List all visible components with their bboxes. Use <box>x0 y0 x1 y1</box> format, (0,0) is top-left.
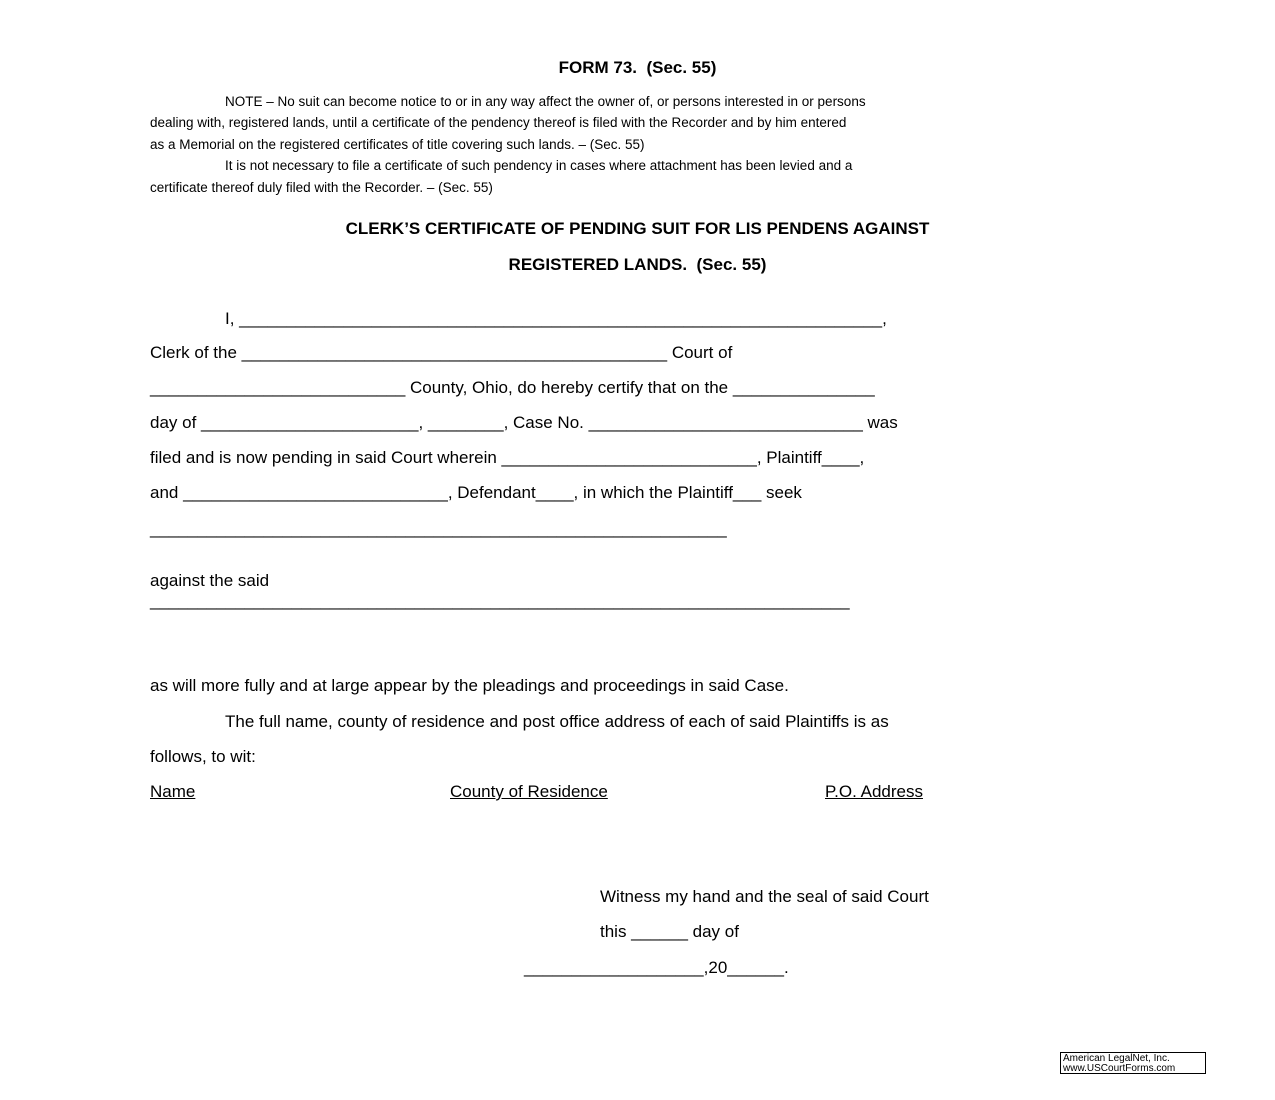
note-line-2: dealing with, registered lands, until a certificate of the pendency thereof is filed with the Recorder and by him entered <box>150 115 847 130</box>
county-header: County of Residence <box>450 782 608 801</box>
witness-line-1: Witness my hand and the seal of said Court <box>600 887 929 906</box>
pleadings-line: as will more fully and at large appear by the pleadings and proceedings in said Case. <box>150 676 789 695</box>
relief-blank-line: _____________________________________________________________ <box>150 519 727 538</box>
against-blank-line: __________________________________________________________________________ <box>150 591 850 610</box>
note-line-5: certificate thereof duly filed with the Recorder. – (Sec. 55) <box>150 180 493 195</box>
witness-line-2: this ______ day of <box>600 922 739 941</box>
plaintiffs-info-line-1: The full name, county of residence and post office address of each of said Plaintiffs is as <box>225 712 889 731</box>
name-header: Name <box>150 782 196 801</box>
clerk-name-line: I, ____________________________________________________________________, <box>225 309 887 328</box>
note-line-1: NOTE – No suit can become notice to or in any way affect the owner of, or persons interested in or persons <box>225 94 866 109</box>
form-number: FORM 73. (Sec. 55) <box>558 58 717 77</box>
certificate-title-line-2: REGISTERED LANDS. (Sec. 55) <box>508 255 767 274</box>
plaintiffs-info-line-2: follows, to wit: <box>150 747 256 766</box>
stamp-company: American LegalNet, Inc. <box>1063 1053 1170 1064</box>
date-case-line: day of _______________________, ________, Case No. _____________________________ was <box>150 413 898 432</box>
against-label: against the said <box>150 571 270 590</box>
county-line: ___________________________ County, Ohio, do hereby certify that on the _______________ <box>150 378 875 397</box>
plaintiff-line: filed and is now pending in said Court wherein ___________________________, Plaintiff____, <box>150 448 865 467</box>
witness-date-line: ___________________,20______. <box>524 958 789 977</box>
defendant-line: and ____________________________, Defendant____, in which the Plaintiff___ seek <box>150 483 802 502</box>
publisher-stamp <box>1060 1052 1206 1074</box>
address-header: P.O. Address <box>825 782 923 801</box>
note-line-3: as a Memorial on the registered certificates of title covering such lands. – (Sec. 55) <box>150 137 645 152</box>
court-line: Clerk of the _____________________________________________ Court of <box>150 343 733 362</box>
stamp-website: www.USCourtForms.com <box>1063 1063 1176 1074</box>
note-line-4: It is not necessary to file a certificate of such pendency in cases where attachment has been levied and a <box>225 158 853 173</box>
certificate-title-line-1: CLERK’S CERTIFICATE OF PENDING SUIT FOR LIS PENDENS AGAINST <box>345 219 930 238</box>
